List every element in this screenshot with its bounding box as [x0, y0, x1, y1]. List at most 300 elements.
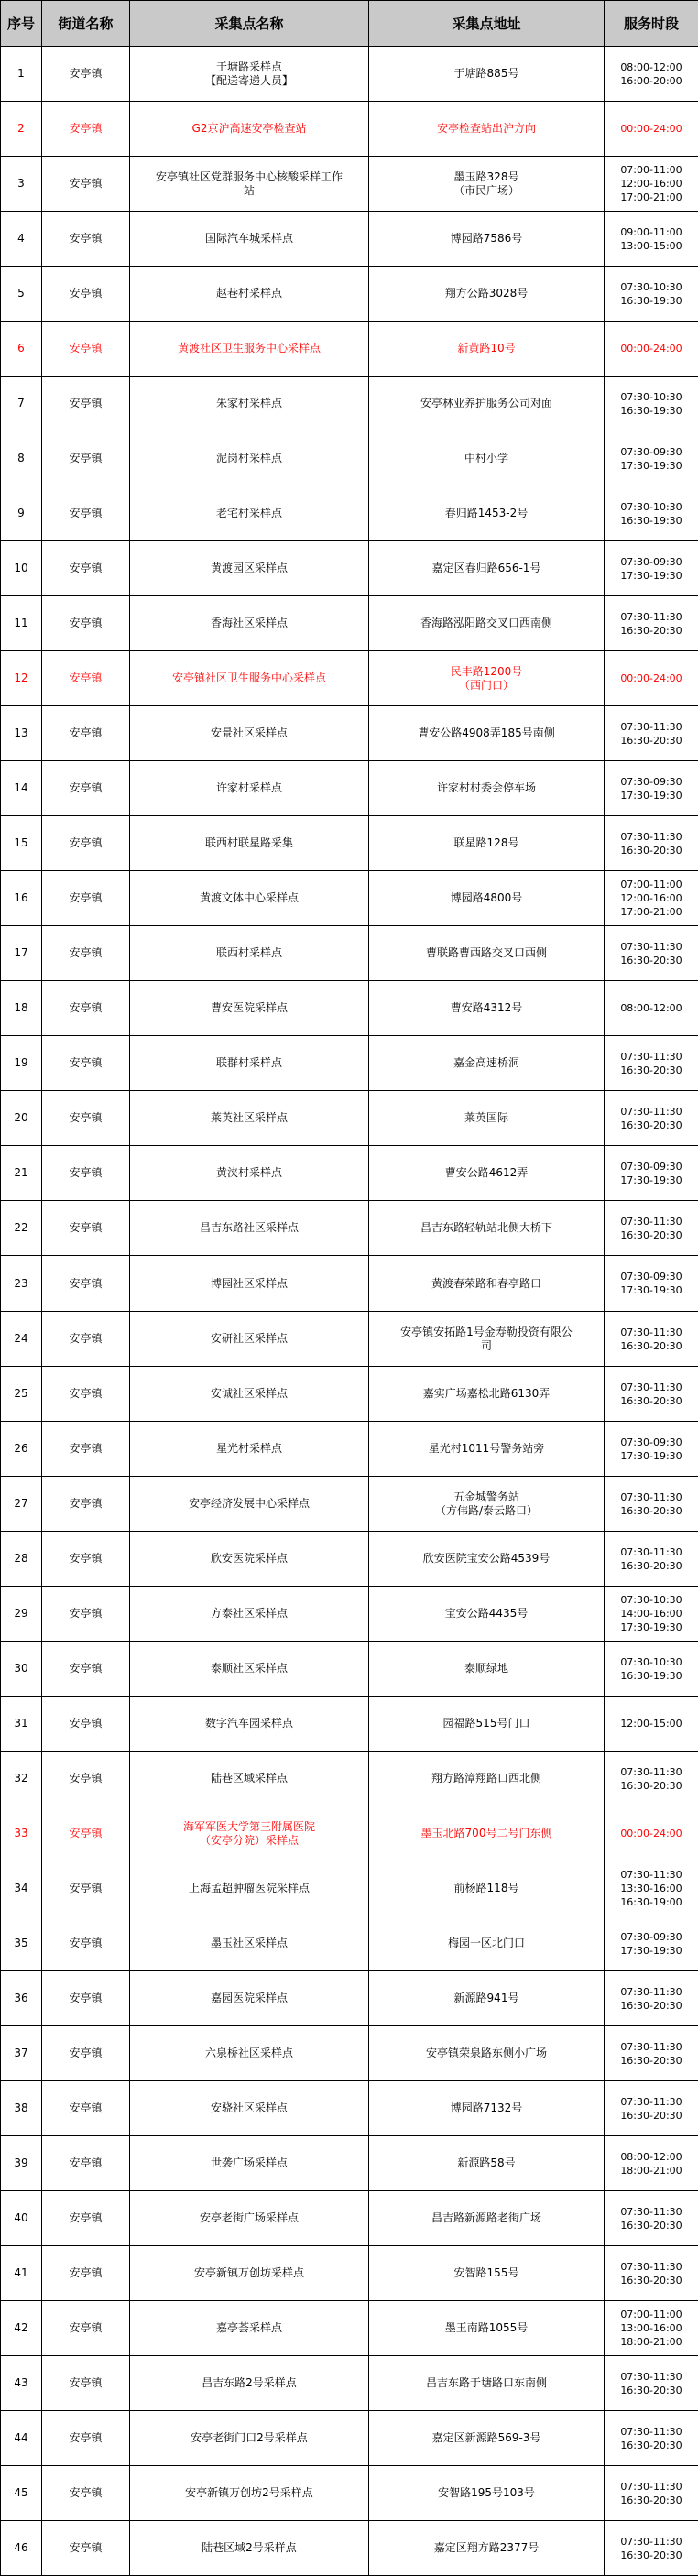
cell-site-name	[130, 2521, 369, 2576]
table-row	[1, 2191, 698, 2246]
cell-site-name	[130, 1916, 369, 1971]
cell-service-hours-line: 17:30-19:30	[606, 1944, 696, 1958]
table-row	[1, 706, 698, 761]
cell-service-hours	[605, 47, 698, 102]
cell-service-hours	[605, 2411, 698, 2466]
cell-street: 安亭镇	[42, 816, 130, 871]
cell-site-name	[130, 431, 369, 486]
cell-site-address-line: 嘉定区翔方路2377号	[371, 2541, 602, 2555]
cell-street: 安亭镇	[42, 1697, 130, 1752]
cell-site-address-line: 翔方路漳翔路口西北侧	[371, 1772, 602, 1785]
table-row	[1, 2521, 698, 2576]
cell-street: 安亭镇	[42, 431, 130, 486]
cell-site-address-line: （西门口）	[371, 679, 602, 693]
cell-site-address	[369, 322, 605, 377]
cell-site-address	[369, 651, 605, 706]
cell-site-address	[369, 1587, 605, 1642]
cell-service-hours-line: 07:30-11:30	[606, 1868, 696, 1882]
cell-street: 安亭镇	[42, 322, 130, 377]
cell-site-address-line: 五金城警务站	[371, 1490, 602, 1504]
cell-index: 27	[1, 1477, 42, 1532]
cell-site-address-line: 安亭检查站出沪方向	[371, 122, 602, 136]
cell-index: 22	[1, 1201, 42, 1256]
cell-site-address-line: 许家村村委会停车场	[371, 781, 602, 795]
table-row	[1, 1861, 698, 1916]
cell-site-name	[130, 2301, 369, 2356]
cell-site-address-line: 博园路4800号	[371, 891, 602, 905]
cell-site-name-line: 陆巷区域采样点	[132, 1772, 366, 1785]
cell-street: 安亭镇	[42, 1477, 130, 1532]
cell-site-address	[369, 1312, 605, 1367]
cell-service-hours-line: 07:30-11:30	[606, 2425, 696, 2439]
cell-index: 28	[1, 1532, 42, 1587]
cell-service-hours-line: 13:30-16:00	[606, 1882, 696, 1895]
cell-service-hours-line: 16:30-20:30	[606, 1394, 696, 1408]
cell-service-hours-line: 12:00-16:00	[606, 891, 696, 905]
header-site-address: 采集点地址	[369, 1, 605, 47]
cell-index: 20	[1, 1091, 42, 1146]
cell-service-hours-line: 07:30-09:30	[606, 1435, 696, 1449]
cell-street: 安亭镇	[42, 596, 130, 651]
cell-site-address-line: 安亭镇安拓路1号金寿勒投资有限公	[371, 1326, 602, 1339]
cell-site-address-line: 安智路155号	[371, 2266, 602, 2280]
cell-site-name	[130, 102, 369, 157]
cell-site-name-line: 数字汽车园采样点	[132, 1717, 366, 1730]
cell-site-address-line: 新源路58号	[371, 2156, 602, 2170]
table-row	[1, 47, 698, 102]
cell-site-name	[130, 761, 369, 816]
table-row	[1, 1587, 698, 1642]
cell-site-name	[130, 2466, 369, 2521]
cell-service-hours	[605, 1697, 698, 1752]
cell-site-address-line: 曹安公路4908弄185号南侧	[371, 726, 602, 740]
cell-site-name-line: （安亭分院）采样点	[132, 1834, 366, 1848]
cell-street: 安亭镇	[42, 541, 130, 596]
cell-site-name-line: 嘉园医院采样点	[132, 1992, 366, 2005]
cell-index: 16	[1, 871, 42, 926]
cell-street: 安亭镇	[42, 1806, 130, 1861]
cell-site-name	[130, 1091, 369, 1146]
cell-service-hours	[605, 541, 698, 596]
cell-service-hours-line: 16:30-20:30	[606, 1999, 696, 2013]
cell-service-hours-line: 00:00-24:00	[606, 1827, 696, 1840]
cell-service-hours	[605, 377, 698, 431]
cell-site-address-line: 博园路7586号	[371, 232, 602, 246]
cell-service-hours-line: 16:00-20:00	[606, 74, 696, 88]
cell-site-name-line: 嘉亭荟采样点	[132, 2321, 366, 2335]
cell-site-name-line: 赵巷村采样点	[132, 287, 366, 300]
table-row	[1, 1312, 698, 1367]
cell-index: 31	[1, 1697, 42, 1752]
table-header	[1, 1, 698, 47]
cell-site-name-line: 方泰社区采样点	[132, 1607, 366, 1621]
cell-site-name	[130, 2136, 369, 2191]
table-row	[1, 926, 698, 981]
cell-site-name	[130, 267, 369, 322]
cell-site-name	[130, 926, 369, 981]
table-row	[1, 2466, 698, 2521]
cell-index: 2	[1, 102, 42, 157]
header-row	[1, 1, 698, 47]
cell-service-hours-line: 00:00-24:00	[606, 671, 696, 685]
cell-site-address-line: 莱英国际	[371, 1111, 602, 1125]
cell-service-hours	[605, 1861, 698, 1916]
cell-street: 安亭镇	[42, 1642, 130, 1697]
cell-service-hours	[605, 2521, 698, 2576]
cell-site-name	[130, 212, 369, 267]
cell-site-address	[369, 47, 605, 102]
table-row	[1, 541, 698, 596]
cell-service-hours-line: 17:30-19:30	[606, 789, 696, 802]
cell-index: 1	[1, 47, 42, 102]
cell-index: 30	[1, 1642, 42, 1697]
cell-site-address	[369, 2356, 605, 2411]
cell-site-name-line: 博园社区采样点	[132, 1277, 366, 1291]
cell-site-address	[369, 871, 605, 926]
table-row	[1, 596, 698, 651]
cell-service-hours-line: 16:30-20:30	[606, 1779, 696, 1793]
cell-site-name	[130, 1861, 369, 1916]
cell-site-address-line: 昌吉东路于塘路口东南侧	[371, 2376, 602, 2390]
table-row	[1, 1806, 698, 1861]
cell-index: 9	[1, 486, 42, 541]
cell-site-address-line: 墨玉北路700号二号门东侧	[371, 1827, 602, 1840]
cell-site-name	[130, 2081, 369, 2136]
cell-site-address	[369, 1752, 605, 1806]
cell-street: 安亭镇	[42, 1367, 130, 1422]
cell-service-hours-line: 16:30-19:30	[606, 294, 696, 308]
cell-service-hours-line: 07:30-10:30	[606, 280, 696, 294]
cell-service-hours	[605, 926, 698, 981]
cell-site-address-line: 中村小学	[371, 452, 602, 465]
cell-street: 安亭镇	[42, 267, 130, 322]
cell-site-name	[130, 486, 369, 541]
cell-site-address-line: 嘉定区春归路656-1号	[371, 562, 602, 575]
cell-street: 安亭镇	[42, 706, 130, 761]
cell-index: 18	[1, 981, 42, 1036]
cell-street: 安亭镇	[42, 1587, 130, 1642]
cell-street: 安亭镇	[42, 1036, 130, 1091]
cell-service-hours-line: 07:30-11:30	[606, 2480, 696, 2494]
cell-service-hours-line: 07:30-09:30	[606, 775, 696, 789]
cell-site-address-line: 曹安公路4612弄	[371, 1166, 602, 1180]
table-row	[1, 431, 698, 486]
cell-site-name-line: 安诚社区采样点	[132, 1387, 366, 1401]
cell-site-address-line: 民丰路1200号	[371, 665, 602, 679]
cell-site-address	[369, 1201, 605, 1256]
cell-service-hours	[605, 212, 698, 267]
cell-service-hours-line: 16:30-20:30	[606, 1228, 696, 1242]
cell-service-hours-line: 07:30-10:30	[606, 500, 696, 514]
cell-index: 39	[1, 2136, 42, 2191]
cell-site-name	[130, 2191, 369, 2246]
table-row	[1, 267, 698, 322]
cell-site-address	[369, 1036, 605, 1091]
table-row	[1, 1367, 698, 1422]
cell-site-name	[130, 377, 369, 431]
cell-index: 38	[1, 2081, 42, 2136]
cell-service-hours-line: 12:00-16:00	[606, 177, 696, 191]
cell-site-name-line: 欣安医院采样点	[132, 1552, 366, 1566]
cell-service-hours-line: 07:30-11:30	[606, 2095, 696, 2109]
cell-service-hours-line: 16:30-19:30	[606, 1669, 696, 1683]
cell-site-name	[130, 2246, 369, 2301]
cell-site-name-line: 安研社区采样点	[132, 1332, 366, 1346]
cell-service-hours-line: 16:30-20:30	[606, 2494, 696, 2507]
cell-street: 安亭镇	[42, 1256, 130, 1312]
cell-site-name-line: 世袭广场采样点	[132, 2156, 366, 2170]
cell-index: 24	[1, 1312, 42, 1367]
cell-service-hours-line: 16:30-20:30	[606, 2219, 696, 2232]
cell-site-name	[130, 1532, 369, 1587]
cell-service-hours-line: 17:30-19:30	[606, 459, 696, 473]
cell-service-hours	[605, 981, 698, 1036]
cell-service-hours	[605, 2466, 698, 2521]
cell-site-address	[369, 1091, 605, 1146]
cell-index: 17	[1, 926, 42, 981]
cell-service-hours-line: 07:00-11:00	[606, 2308, 696, 2321]
cell-service-hours-line: 07:30-11:30	[606, 1050, 696, 1064]
cell-service-hours	[605, 2246, 698, 2301]
cell-index: 45	[1, 2466, 42, 2521]
cell-site-name	[130, 2411, 369, 2466]
cell-service-hours-line: 13:00-16:00	[606, 2321, 696, 2335]
cell-site-address-line: 泰顺绿地	[371, 1662, 602, 1675]
cell-service-hours	[605, 1477, 698, 1532]
cell-site-address	[369, 1861, 605, 1916]
cell-site-address-line: 于塘路885号	[371, 67, 602, 81]
table-row	[1, 651, 698, 706]
cell-service-hours-line: 16:30-20:30	[606, 1119, 696, 1132]
cell-street: 安亭镇	[42, 2466, 130, 2521]
table-row	[1, 1971, 698, 2026]
cell-site-address-line: 墨玉路328号	[371, 170, 602, 184]
table-row	[1, 377, 698, 431]
table-row	[1, 102, 698, 157]
cell-street: 安亭镇	[42, 486, 130, 541]
cell-service-hours	[605, 2136, 698, 2191]
cell-site-address-line: 曹联路曹西路交叉口西侧	[371, 946, 602, 960]
cell-site-address-line: 嘉金高速桥洞	[371, 1056, 602, 1070]
cell-site-address-line: 宝安公路4435号	[371, 1607, 602, 1621]
cell-site-name-line: 香海社区采样点	[132, 617, 366, 630]
cell-service-hours-line: 07:30-11:30	[606, 1490, 696, 1504]
cell-site-name	[130, 2026, 369, 2081]
cell-service-hours	[605, 1091, 698, 1146]
table-row	[1, 1642, 698, 1697]
cell-street: 安亭镇	[42, 1861, 130, 1916]
cell-site-address	[369, 2521, 605, 2576]
cell-street: 安亭镇	[42, 1201, 130, 1256]
cell-site-name-line: 安亭镇社区卫生服务中心采样点	[132, 671, 366, 685]
cell-index: 19	[1, 1036, 42, 1091]
cell-service-hours	[605, 1146, 698, 1201]
cell-site-name	[130, 1036, 369, 1091]
cell-site-name-line: 许家村采样点	[132, 781, 366, 795]
cell-site-name	[130, 816, 369, 871]
cell-site-name	[130, 157, 369, 212]
cell-service-hours-line: 07:30-10:30	[606, 1593, 696, 1607]
cell-site-address	[369, 157, 605, 212]
cell-service-hours	[605, 1532, 698, 1587]
cell-service-hours	[605, 871, 698, 926]
cell-index: 44	[1, 2411, 42, 2466]
table-row	[1, 2356, 698, 2411]
cell-site-name	[130, 1201, 369, 1256]
cell-site-name-line: 泰顺社区采样点	[132, 1662, 366, 1675]
cell-street: 安亭镇	[42, 157, 130, 212]
cell-site-address	[369, 1971, 605, 2026]
cell-index: 15	[1, 816, 42, 871]
cell-service-hours	[605, 486, 698, 541]
cell-site-address	[369, 926, 605, 981]
cell-service-hours	[605, 1971, 698, 2026]
cell-site-name-line: 黄渡园区采样点	[132, 562, 366, 575]
table-row	[1, 761, 698, 816]
cell-street: 安亭镇	[42, 2411, 130, 2466]
cell-street: 安亭镇	[42, 1312, 130, 1367]
cell-service-hours	[605, 1422, 698, 1477]
cell-service-hours	[605, 1312, 698, 1367]
cell-service-hours-line: 07:30-11:30	[606, 1765, 696, 1779]
cell-site-address	[369, 1477, 605, 1532]
cell-index: 26	[1, 1422, 42, 1477]
cell-site-address-line: 嘉实广场嘉松北路6130弄	[371, 1387, 602, 1401]
cell-service-hours-line: 16:30-19:00	[606, 1895, 696, 1909]
cell-site-name	[130, 1752, 369, 1806]
cell-street: 安亭镇	[42, 871, 130, 926]
cell-service-hours	[605, 322, 698, 377]
cell-site-address	[369, 2026, 605, 2081]
table-row	[1, 2081, 698, 2136]
cell-street: 安亭镇	[42, 47, 130, 102]
cell-service-hours-line: 16:30-20:30	[606, 844, 696, 857]
cell-service-hours-line: 18:00-21:00	[606, 2335, 696, 2349]
cell-index: 14	[1, 761, 42, 816]
cell-service-hours-line: 07:30-09:30	[606, 1270, 696, 1283]
cell-site-address-line: 嘉定区新源路569-3号	[371, 2431, 602, 2445]
cell-service-hours-line: 18:00-21:00	[606, 2164, 696, 2178]
cell-site-name-line: 安亭镇社区党群服务中心核酸采样工作	[132, 170, 366, 184]
cell-site-name	[130, 1256, 369, 1312]
cell-street: 安亭镇	[42, 2301, 130, 2356]
cell-service-hours-line: 07:30-11:30	[606, 2535, 696, 2549]
cell-site-address	[369, 212, 605, 267]
cell-site-name-line: 安亭老街门口2号采样点	[132, 2431, 366, 2445]
cell-site-name	[130, 2356, 369, 2411]
cell-service-hours-line: 17:00-21:00	[606, 191, 696, 204]
cell-site-address-line: 联星路128号	[371, 836, 602, 850]
cell-site-address	[369, 1146, 605, 1201]
cell-index: 29	[1, 1587, 42, 1642]
cell-service-hours	[605, 157, 698, 212]
cell-service-hours	[605, 2301, 698, 2356]
cell-site-address-line: 前杨路118号	[371, 1882, 602, 1895]
cell-service-hours-line: 16:30-20:30	[606, 2274, 696, 2287]
cell-street: 安亭镇	[42, 2026, 130, 2081]
cell-service-hours-line: 07:30-11:30	[606, 610, 696, 624]
cell-site-name-line: 黄浃村采样点	[132, 1166, 366, 1180]
cell-service-hours-line: 07:30-11:30	[606, 2040, 696, 2054]
cell-street: 安亭镇	[42, 651, 130, 706]
table-row	[1, 871, 698, 926]
cell-street: 安亭镇	[42, 212, 130, 267]
cell-site-address-line: 香海路泓阳路交叉口西南侧	[371, 617, 602, 630]
cell-service-hours-line: 08:00-12:00	[606, 1001, 696, 1015]
cell-index: 3	[1, 157, 42, 212]
cell-site-name-line: 联西村联星路采集	[132, 836, 366, 850]
cell-site-name-line: 联群村采样点	[132, 1056, 366, 1070]
cell-site-address	[369, 1256, 605, 1312]
cell-service-hours-line: 16:30-20:30	[606, 1339, 696, 1353]
cell-street: 安亭镇	[42, 102, 130, 157]
cell-service-hours-line: 00:00-24:00	[606, 342, 696, 355]
cell-site-name-line: 昌吉东路2号采样点	[132, 2376, 366, 2390]
cell-site-name	[130, 871, 369, 926]
cell-site-name-line: 朱家村采样点	[132, 397, 366, 410]
cell-service-hours-line: 17:30-19:30	[606, 1449, 696, 1463]
cell-site-name-line: 上海孟超肿瘤医院采样点	[132, 1882, 366, 1895]
cell-service-hours	[605, 761, 698, 816]
cell-service-hours	[605, 1587, 698, 1642]
cell-site-address-line: 博园路7132号	[371, 2101, 602, 2115]
cell-street: 安亭镇	[42, 1752, 130, 1806]
cell-service-hours-line: 16:30-19:30	[606, 514, 696, 528]
cell-service-hours	[605, 1036, 698, 1091]
cell-site-name-line: 【配送寄递人员】	[132, 74, 366, 88]
cell-service-hours-line: 08:00-12:00	[606, 60, 696, 74]
cell-index: 5	[1, 267, 42, 322]
cell-service-hours-line: 16:30-20:30	[606, 1064, 696, 1077]
cell-site-name	[130, 651, 369, 706]
cell-service-hours	[605, 102, 698, 157]
cell-street: 安亭镇	[42, 2136, 130, 2191]
cell-service-hours	[605, 706, 698, 761]
cell-site-name-line: 六泉桥社区采样点	[132, 2047, 366, 2060]
cell-index: 36	[1, 1971, 42, 2026]
cell-service-hours	[605, 267, 698, 322]
cell-service-hours	[605, 1367, 698, 1422]
cell-service-hours-line: 07:00-11:00	[606, 878, 696, 891]
table-row	[1, 157, 698, 212]
cell-index: 34	[1, 1861, 42, 1916]
cell-index: 8	[1, 431, 42, 486]
cell-service-hours	[605, 2026, 698, 2081]
cell-site-name-line: 海军军医大学第三附属医院	[132, 1820, 366, 1834]
cell-service-hours-line: 07:30-11:30	[606, 1105, 696, 1119]
table-row	[1, 1422, 698, 1477]
cell-site-name	[130, 1312, 369, 1367]
cell-service-hours-line: 16:30-20:30	[606, 734, 696, 748]
cell-service-hours-line: 07:30-11:30	[606, 830, 696, 844]
cell-index: 13	[1, 706, 42, 761]
table-row	[1, 1256, 698, 1312]
table-row	[1, 816, 698, 871]
cell-site-address-line: 司	[371, 1339, 602, 1353]
cell-service-hours-line: 12:00-15:00	[606, 1717, 696, 1730]
cell-street: 安亭镇	[42, 1091, 130, 1146]
table-row	[1, 1201, 698, 1256]
cell-service-hours-line: 07:30-10:30	[606, 390, 696, 404]
table-row	[1, 1532, 698, 1587]
cell-street: 安亭镇	[42, 2356, 130, 2411]
cell-street: 安亭镇	[42, 2521, 130, 2576]
table-row	[1, 2026, 698, 2081]
cell-site-name-line: 安亭新镇万创坊2号采样点	[132, 2486, 366, 2500]
cell-service-hours	[605, 816, 698, 871]
cell-service-hours-line: 07:30-09:30	[606, 555, 696, 569]
cell-site-address-line: 园福路515号门口	[371, 1717, 602, 1730]
